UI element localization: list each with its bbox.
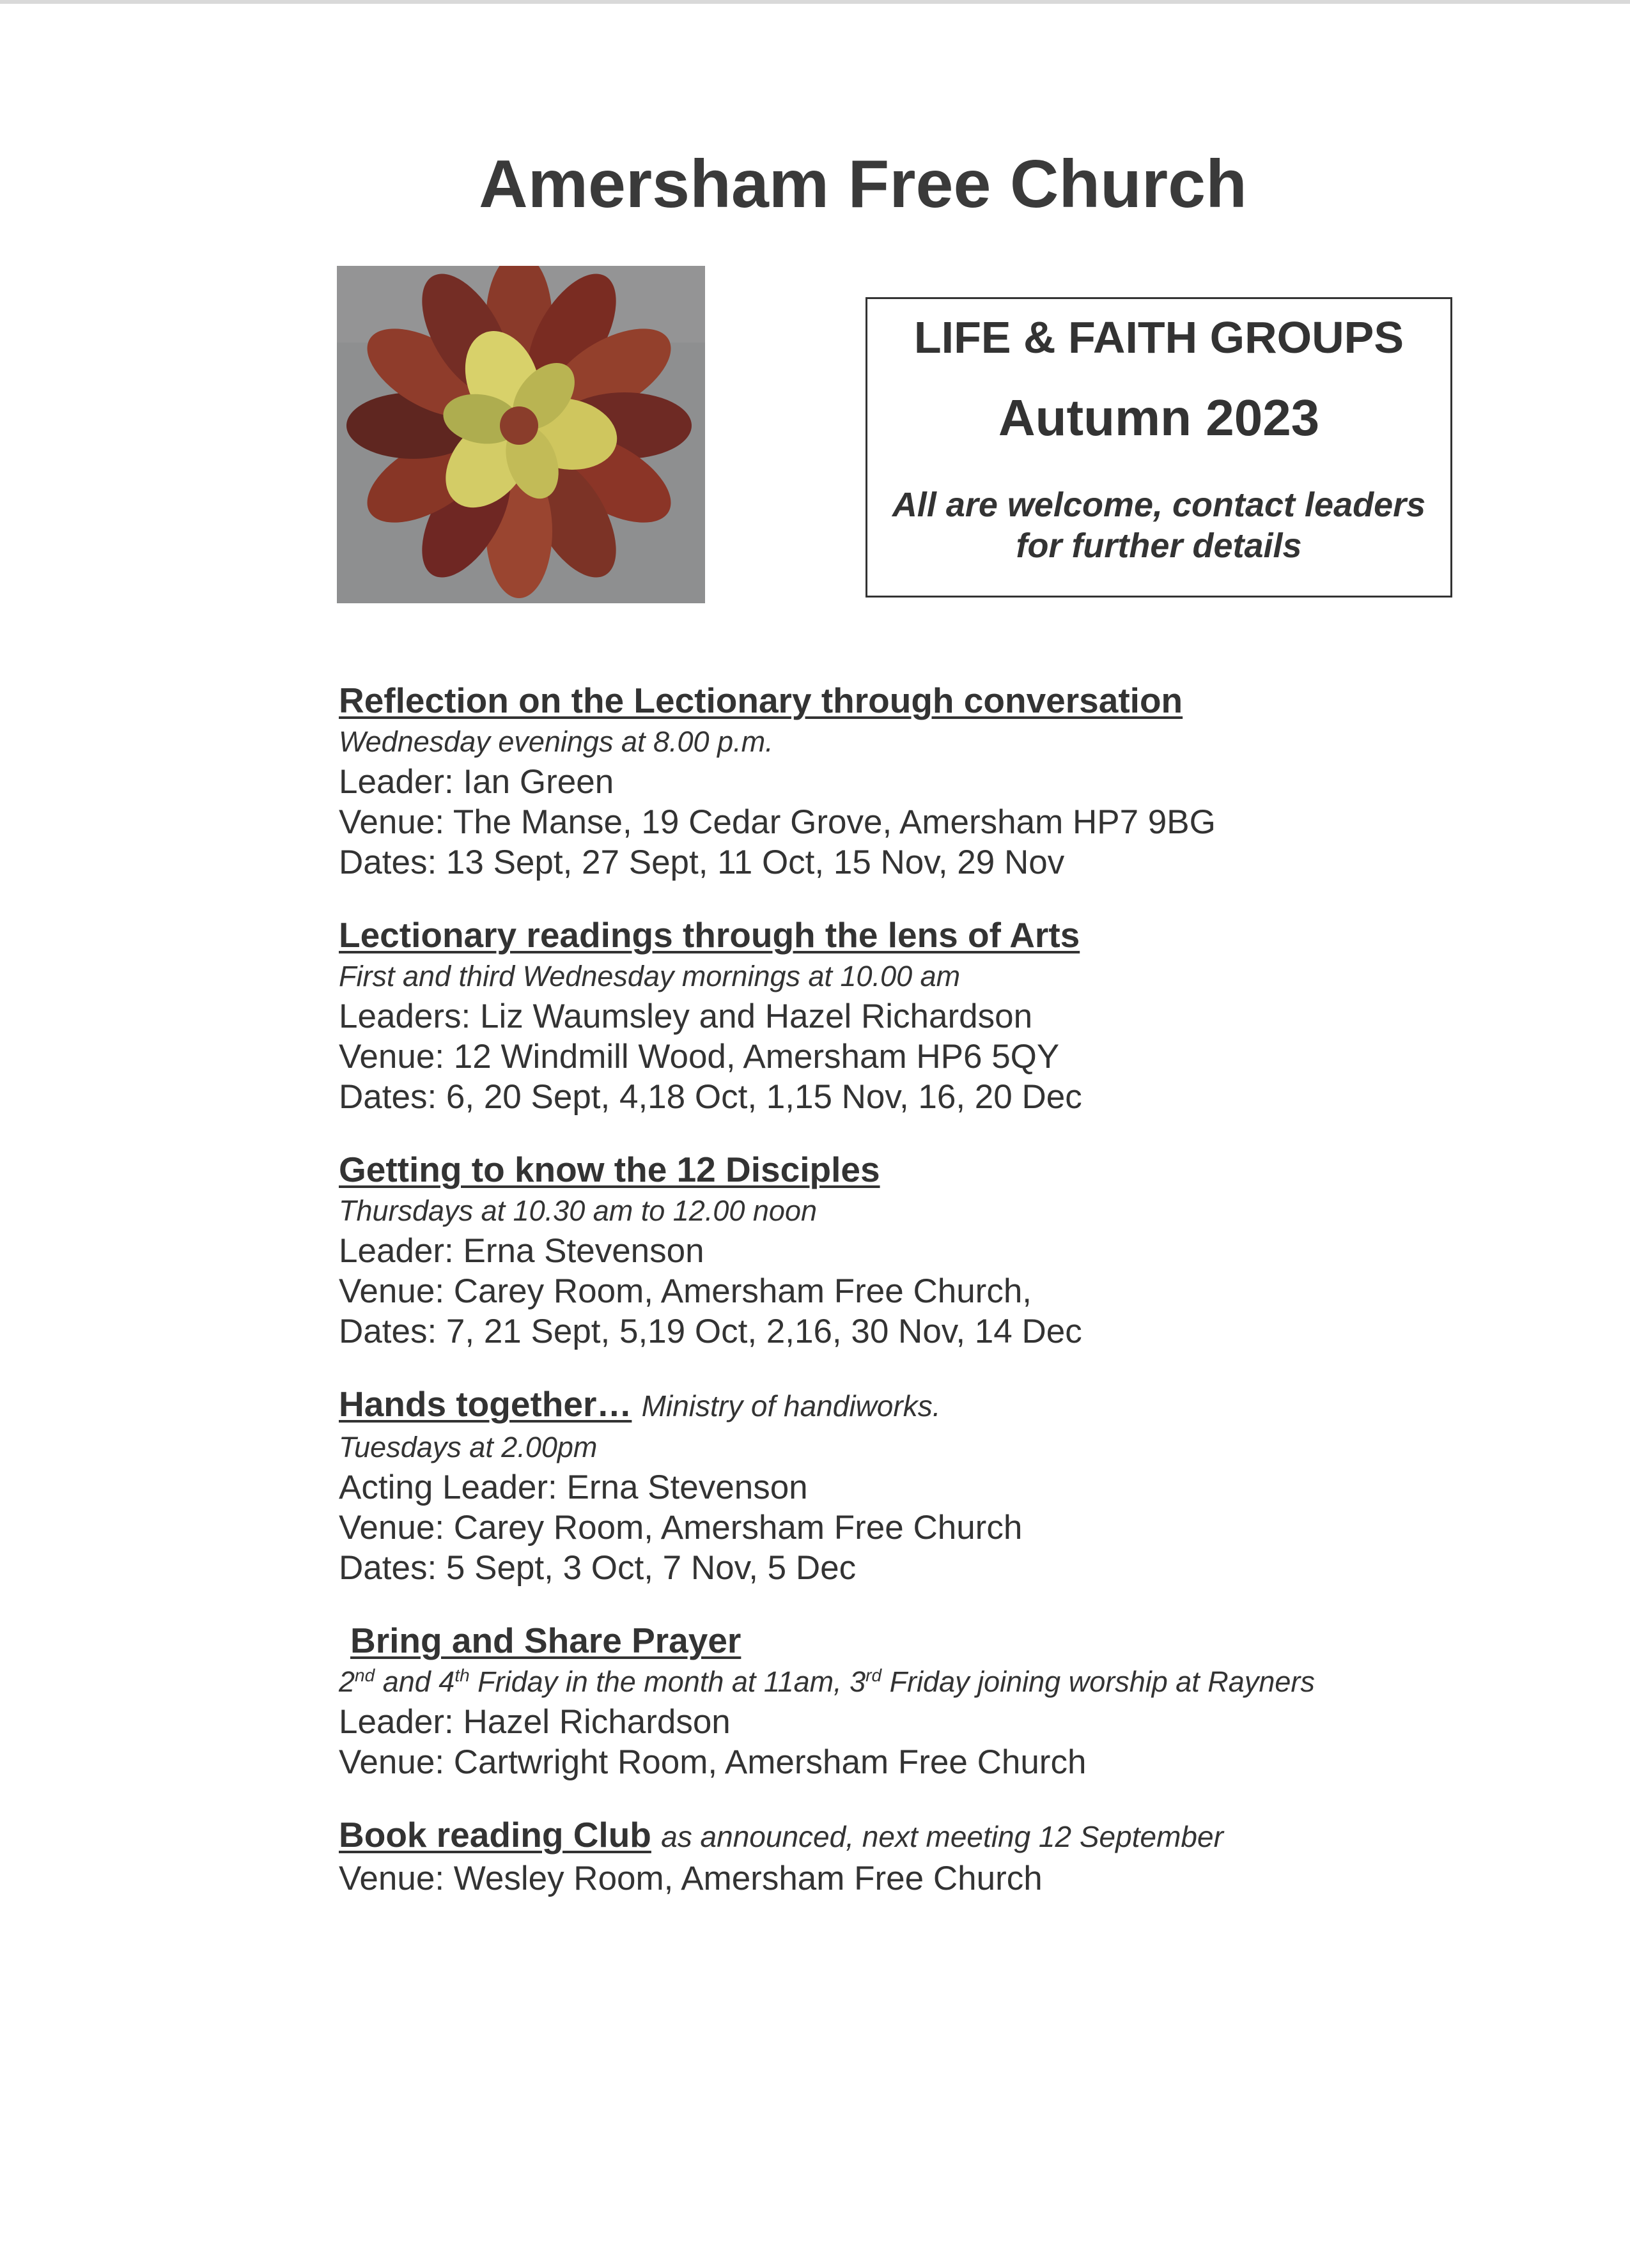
group-leader: Leaders: Liz Waumsley and Hazel Richardson xyxy=(339,998,1033,1035)
ordinal-suffix: rd xyxy=(865,1665,882,1685)
group-dates: Dates: 5 Sept, 3 Oct, 7 Nov, 5 Dec xyxy=(339,1549,857,1587)
group-item xyxy=(339,679,1553,883)
scan-edge xyxy=(0,0,1630,4)
group-schedule: Wednesday evenings at 8.00 p.m. xyxy=(339,725,773,758)
group-schedule: Tuesdays at 2.00pm xyxy=(339,1431,598,1463)
groups-info-box xyxy=(865,297,1452,598)
box-note-line-2: for further details xyxy=(1016,527,1302,565)
box-note-line-1: All are welcome, contact leaders xyxy=(892,486,1426,524)
schedule-text: and 4 xyxy=(375,1665,455,1698)
group-title: Getting to know the 12 Disciples xyxy=(339,1150,880,1189)
autumn-leaves-photo xyxy=(337,266,705,603)
ordinal-suffix: nd xyxy=(355,1665,375,1685)
group-leader: Leader: Hazel Richardson xyxy=(339,1703,731,1741)
group-schedule: Thursdays at 10.30 am to 12.00 noon xyxy=(339,1194,817,1227)
group-title: Book reading Club xyxy=(339,1815,651,1855)
groups-list xyxy=(339,679,1553,1929)
box-note xyxy=(884,484,1434,566)
group-venue: Venue: The Manse, 19 Cedar Grove, Amersham HP7 9BG xyxy=(339,803,1216,841)
group-dates: Dates: 6, 20 Sept, 4,18 Oct, 1,15 Nov, 16, 20 Dec xyxy=(339,1078,1082,1116)
group-venue: Venue: Cartwright Room, Amersham Free Church xyxy=(339,1743,1087,1781)
schedule-text: Friday in the month at 11am, 3 xyxy=(469,1665,866,1698)
group-dates: Dates: 13 Sept, 27 Sept, 11 Oct, 15 Nov, 29 Nov xyxy=(339,844,1065,881)
group-item xyxy=(339,1148,1553,1352)
group-title: Bring and Share Prayer xyxy=(350,1621,741,1660)
group-title: Hands together… xyxy=(339,1384,632,1424)
group-item xyxy=(339,1619,1553,1782)
group-schedule xyxy=(339,1662,1553,1702)
group-item xyxy=(339,1813,1553,1899)
group-leader: Acting Leader: Erna Stevenson xyxy=(339,1469,808,1506)
group-dates: Dates: 7, 21 Sept, 5,19 Oct, 2,16, 30 Nov, 14 Dec xyxy=(339,1313,1082,1350)
group-venue: Venue: Wesley Room, Amersham Free Church xyxy=(339,1860,1043,1897)
schedule-text: 2 xyxy=(339,1665,355,1698)
group-item xyxy=(339,913,1553,1117)
group-venue: Venue: Carey Room, Amersham Free Church, xyxy=(339,1272,1032,1310)
schedule-text: Friday joining worship at Rayners xyxy=(881,1665,1315,1698)
group-schedule: First and third Wednesday mornings at 10.00 am xyxy=(339,960,961,992)
box-heading: LIFE & FAITH GROUPS xyxy=(913,312,1404,362)
group-leader: Leader: Ian Green xyxy=(339,763,614,801)
group-item xyxy=(339,1382,1553,1588)
page-title: Amersham Free Church xyxy=(479,146,1247,222)
ordinal-suffix: th xyxy=(454,1665,470,1685)
group-leader: Leader: Erna Stevenson xyxy=(339,1232,704,1270)
group-subtitle: as announced, next meeting 12 September xyxy=(661,1820,1223,1853)
group-title: Lectionary readings through the lens of Arts xyxy=(339,915,1080,955)
box-season: Autumn 2023 xyxy=(998,389,1320,446)
group-venue: Venue: Carey Room, Amersham Free Church xyxy=(339,1509,1023,1547)
group-title: Reflection on the Lectionary through conversation xyxy=(339,681,1183,720)
group-venue: Venue: 12 Windmill Wood, Amersham HP6 5QY xyxy=(339,1038,1060,1076)
group-subtitle: Ministry of handiworks. xyxy=(641,1389,941,1423)
